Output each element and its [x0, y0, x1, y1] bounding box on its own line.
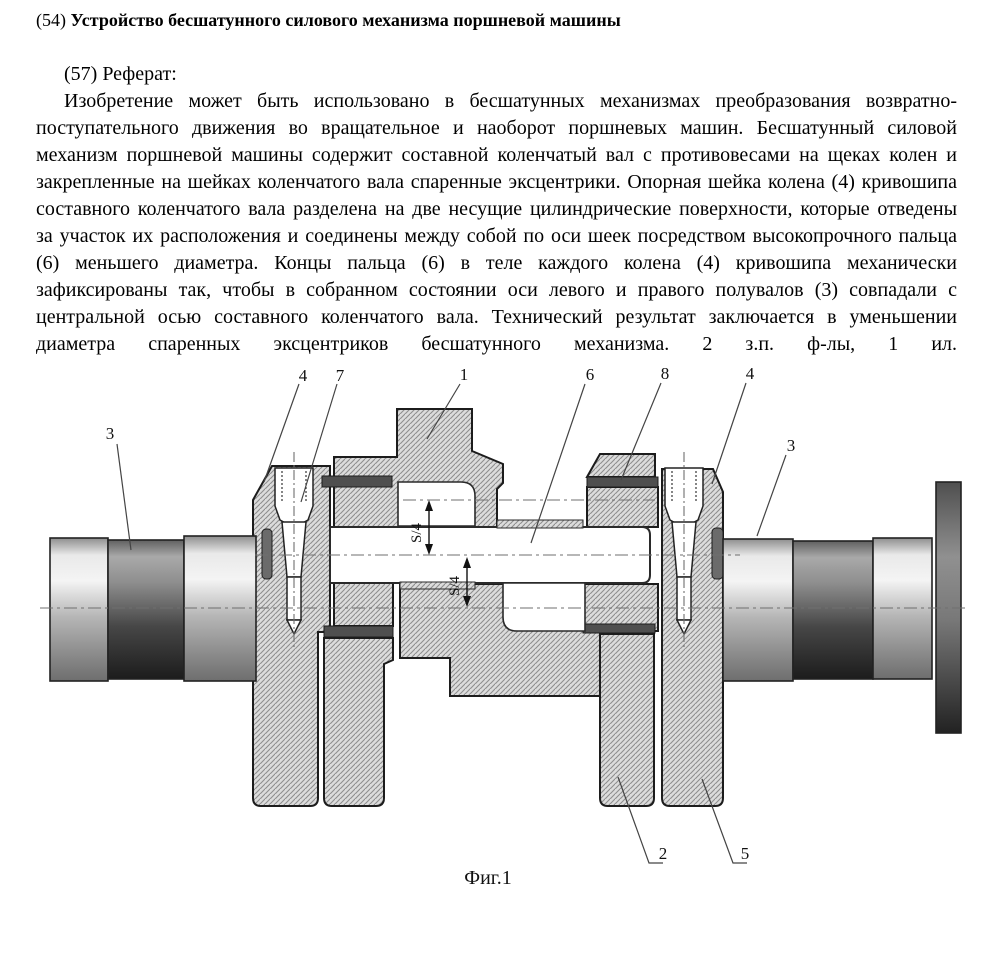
callout-left-half-shaft: 3: [105, 424, 115, 443]
seal-strip-upper-right: [587, 477, 658, 487]
dimension-lower-label: S/4: [447, 575, 463, 596]
leader-6: [531, 384, 585, 543]
seal-strip-upper-left: [322, 476, 392, 487]
leader-3-right: [757, 455, 786, 536]
figure-caption: Фиг.1: [464, 867, 512, 889]
callout-right-half-shaft: 3: [786, 436, 796, 455]
right-counterweight-web: [600, 634, 654, 806]
patent-title-line: [36, 9, 957, 31]
dimension-upper-label: S/4: [409, 522, 425, 543]
figure-1: [0, 362, 993, 903]
seal-strip-lower-left: [324, 626, 393, 637]
callout-right-crank-cheek: 4: [745, 364, 755, 383]
abstract-text: Изобретение может быть использовано в бесшатунных механизмах преобразования возвратно-поступательного движения во вращательное и наоборот поршневых машин. Бесшатунный силовой механизм поршневой машины содержит составной коленчатый вал с противовесами на щеках колен и закрепленные на шейках коленчатого вала спаренные эксцентрики. Опорная шейка колена (4) кривошипа составного коленчатого вала разделена на две несущие цилиндрические поверхности, которые отведены за участок их расположения и соединены между собой по оси шеек посредством высокопрочного пальца (6) меньшего диаметра. Концы пальца (6) в теле каждого колена (4) кривошипа механически зафиксированы так, чтобы в собранном состоянии оси левого и правого полувалов (3) совпадали с центральной осью составного коленчатого вала. Технический результат заключается в уменьшении диаметра спаренных эксцентриков бесшатунного механизма. 2 з.п. ф-лы, 1 ил.: [36, 90, 957, 355]
leader-4-right: [712, 383, 746, 484]
callout-left-counterweight: 2: [658, 844, 668, 863]
callout-right-eccentric: 8: [660, 364, 670, 383]
lower-bore: [503, 583, 585, 631]
callout-right-counterweight: 5: [740, 844, 750, 863]
sleeve-wall-bottom: [400, 582, 475, 589]
left-counterweight-web: [324, 638, 393, 806]
upper-bore: [398, 482, 475, 526]
title-number: (54): [36, 10, 66, 30]
sleeve-wall-top: [497, 520, 583, 528]
callout-fixing-bolt: 7: [335, 366, 345, 385]
seal-strip-lower-right: [583, 624, 655, 633]
right-eccentric-top: [587, 454, 655, 477]
callout-left-crank-cheek: 4: [298, 366, 308, 385]
right-cheek-pocket: [712, 528, 723, 579]
callout-eccentric: 1: [459, 365, 469, 384]
patent-abstract-page: [0, 9, 993, 903]
abstract-heading: (57) Реферат:: [64, 63, 177, 85]
right-shaft-segment-2: [793, 541, 873, 679]
left-cheek-pocket: [262, 529, 272, 579]
left-shaft-segment-1: [50, 538, 108, 681]
patent-title: Устройство бесшатунного силового механизма поршневой машины: [70, 10, 621, 30]
crankshaft-drawing: [0, 362, 993, 898]
leader-3-left: [117, 444, 131, 550]
right-shaft-segment-1: [723, 539, 793, 681]
left-shaft-segment-2: [108, 540, 184, 679]
right-eccentric-body: [587, 487, 658, 527]
callout-pin: 6: [585, 365, 595, 384]
